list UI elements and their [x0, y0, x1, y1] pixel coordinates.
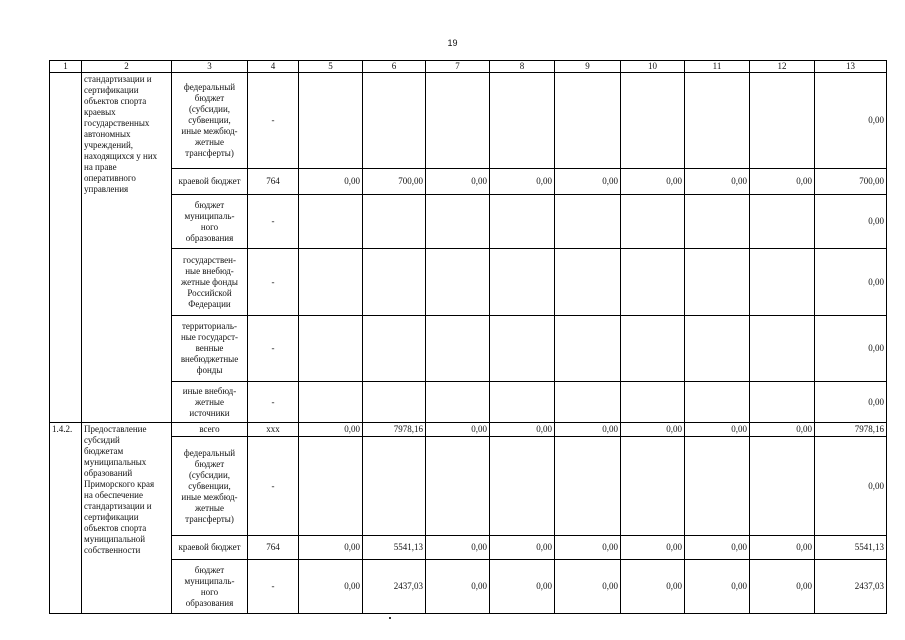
- code-cell: -: [248, 382, 299, 423]
- value-cell: [750, 382, 815, 423]
- value-cell: 0,00: [426, 423, 490, 437]
- value-cell: [363, 382, 426, 423]
- code-cell: -: [248, 316, 299, 382]
- value-cell: [685, 195, 750, 249]
- funding-source-cell: иные внебюд- жетные источники: [172, 382, 248, 423]
- value-cell: 0,00: [685, 423, 750, 437]
- code-cell: 764: [248, 169, 299, 195]
- code-cell: ххх: [248, 423, 299, 437]
- value-cell: 0,00: [490, 536, 555, 560]
- funding-source-cell: краевой бюджет: [172, 169, 248, 195]
- value-cell: 0,00: [621, 560, 685, 614]
- section-2-number-cell: 1.4.2.: [50, 423, 82, 614]
- value-cell: 0,00: [750, 169, 815, 195]
- value-cell: [363, 195, 426, 249]
- value-cell: 7978,16: [363, 423, 426, 437]
- total-cell: 0,00: [815, 316, 887, 382]
- scan-dot: [389, 617, 391, 619]
- code-cell: -: [248, 560, 299, 614]
- value-cell: [555, 437, 621, 536]
- funding-source-cell: бюджет муниципаль- ного образования: [172, 195, 248, 249]
- value-cell: 0,00: [490, 560, 555, 614]
- value-cell: [299, 195, 363, 249]
- value-cell: 700,00: [363, 169, 426, 195]
- section-1-name-cell: стандартизации и сертификации объектов спорта краевых государственных автономных учреждений, находящихся у них на праве оперативного управления: [82, 73, 172, 423]
- table-body: [50, 61, 887, 614]
- value-cell: [555, 382, 621, 423]
- value-cell: [750, 73, 815, 169]
- value-cell: 0,00: [426, 560, 490, 614]
- value-cell: [490, 382, 555, 423]
- funding-source-cell: бюджет муниципаль- ного образования: [172, 560, 248, 614]
- section-2-row: [50, 536, 887, 560]
- section-1-row: [50, 169, 887, 195]
- header-cell-11: 11: [685, 61, 750, 73]
- value-cell: [363, 437, 426, 536]
- value-cell: 0,00: [685, 536, 750, 560]
- value-cell: [621, 249, 685, 316]
- code-cell: -: [248, 437, 299, 536]
- section-2-row: [50, 437, 887, 536]
- value-cell: 2437,03: [363, 560, 426, 614]
- value-cell: 0,00: [490, 169, 555, 195]
- total-cell: 2437,03: [815, 560, 887, 614]
- value-cell: [363, 73, 426, 169]
- header-cell-4: 4: [248, 61, 299, 73]
- code-cell: -: [248, 73, 299, 169]
- section-2-name-cell: Предоставление субсидий бюджетам муниципальных образований Приморского края на обеспечение стандартизации и сертификации объектов спорта муниципальной собственности: [82, 423, 172, 614]
- value-cell: 0,00: [750, 423, 815, 437]
- section-1-row: [50, 73, 887, 169]
- value-cell: [685, 437, 750, 536]
- value-cell: [685, 316, 750, 382]
- value-cell: [490, 437, 555, 536]
- value-cell: [555, 316, 621, 382]
- header-cell-13: 13: [815, 61, 887, 73]
- code-cell: -: [248, 195, 299, 249]
- value-cell: [685, 73, 750, 169]
- section-1-number-cell: [50, 73, 82, 423]
- value-cell: [750, 249, 815, 316]
- value-cell: [750, 437, 815, 536]
- header-row: [50, 61, 887, 73]
- value-cell: [299, 316, 363, 382]
- value-cell: [555, 73, 621, 169]
- code-cell: 764: [248, 536, 299, 560]
- value-cell: 0,00: [426, 536, 490, 560]
- value-cell: [621, 382, 685, 423]
- value-cell: [621, 316, 685, 382]
- code-cell: -: [248, 249, 299, 316]
- value-cell: [426, 316, 490, 382]
- value-cell: 0,00: [299, 560, 363, 614]
- value-cell: [490, 249, 555, 316]
- total-cell: 0,00: [815, 437, 887, 536]
- value-cell: [299, 437, 363, 536]
- section-1-row: [50, 382, 887, 423]
- total-cell: 700,00: [815, 169, 887, 195]
- value-cell: [490, 316, 555, 382]
- header-cell-8: 8: [490, 61, 555, 73]
- funding-source-cell: территориаль- ные государст- венные внебюджетные фонды: [172, 316, 248, 382]
- funding-source-cell: федеральный бюджет (субсидии, субвенции, иные межбюд- жетные трансферты): [172, 437, 248, 536]
- value-cell: 0,00: [299, 169, 363, 195]
- value-cell: [299, 73, 363, 169]
- section-1-row: [50, 316, 887, 382]
- header-cell-7: 7: [426, 61, 490, 73]
- value-cell: [363, 316, 426, 382]
- funding-source-cell: всего: [172, 423, 248, 437]
- value-cell: [685, 249, 750, 316]
- value-cell: 0,00: [555, 169, 621, 195]
- value-cell: [299, 249, 363, 316]
- header-cell-1: 1: [50, 61, 82, 73]
- section-1-row: [50, 195, 887, 249]
- total-cell: 0,00: [815, 382, 887, 423]
- total-cell: 0,00: [815, 195, 887, 249]
- header-cell-3: 3: [172, 61, 248, 73]
- value-cell: 0,00: [685, 169, 750, 195]
- value-cell: [426, 249, 490, 316]
- value-cell: [426, 73, 490, 169]
- value-cell: [426, 195, 490, 249]
- value-cell: 0,00: [621, 169, 685, 195]
- section-2-row: [50, 423, 887, 437]
- value-cell: [299, 382, 363, 423]
- value-cell: 0,00: [426, 169, 490, 195]
- budget-table: [49, 60, 887, 614]
- value-cell: 0,00: [299, 536, 363, 560]
- funding-source-cell: государствен- ные внебюд- жетные фонды Российской Федерации: [172, 249, 248, 316]
- funding-source-cell: федеральный бюджет (субсидии, субвенции, иные межбюд- жетные трансферты): [172, 73, 248, 169]
- value-cell: [621, 437, 685, 536]
- value-cell: [490, 73, 555, 169]
- value-cell: 0,00: [555, 423, 621, 437]
- value-cell: [621, 73, 685, 169]
- value-cell: 0,00: [490, 423, 555, 437]
- total-cell: 7978,16: [815, 423, 887, 437]
- header-cell-5: 5: [299, 61, 363, 73]
- value-cell: 0,00: [555, 536, 621, 560]
- header-cell-10: 10: [621, 61, 685, 73]
- value-cell: [555, 249, 621, 316]
- header-cell-2: 2: [82, 61, 172, 73]
- section-1-row: [50, 249, 887, 316]
- value-cell: [363, 249, 426, 316]
- value-cell: [750, 195, 815, 249]
- header-cell-9: 9: [555, 61, 621, 73]
- total-cell: 0,00: [815, 249, 887, 316]
- value-cell: 0,00: [685, 560, 750, 614]
- value-cell: 0,00: [621, 423, 685, 437]
- value-cell: 0,00: [299, 423, 363, 437]
- total-cell: 0,00: [815, 73, 887, 169]
- header-cell-12: 12: [750, 61, 815, 73]
- page-number: 19: [447, 38, 458, 48]
- value-cell: [490, 195, 555, 249]
- value-cell: 0,00: [621, 536, 685, 560]
- funding-source-cell: краевой бюджет: [172, 536, 248, 560]
- value-cell: [426, 437, 490, 536]
- value-cell: 0,00: [555, 560, 621, 614]
- header-cell-6: 6: [363, 61, 426, 73]
- value-cell: [621, 195, 685, 249]
- value-cell: 0,00: [750, 560, 815, 614]
- value-cell: [555, 195, 621, 249]
- section-2-row: [50, 560, 887, 614]
- value-cell: 0,00: [750, 536, 815, 560]
- total-cell: 5541,13: [815, 536, 887, 560]
- value-cell: [750, 316, 815, 382]
- value-cell: 5541,13: [363, 536, 426, 560]
- value-cell: [426, 382, 490, 423]
- value-cell: [685, 382, 750, 423]
